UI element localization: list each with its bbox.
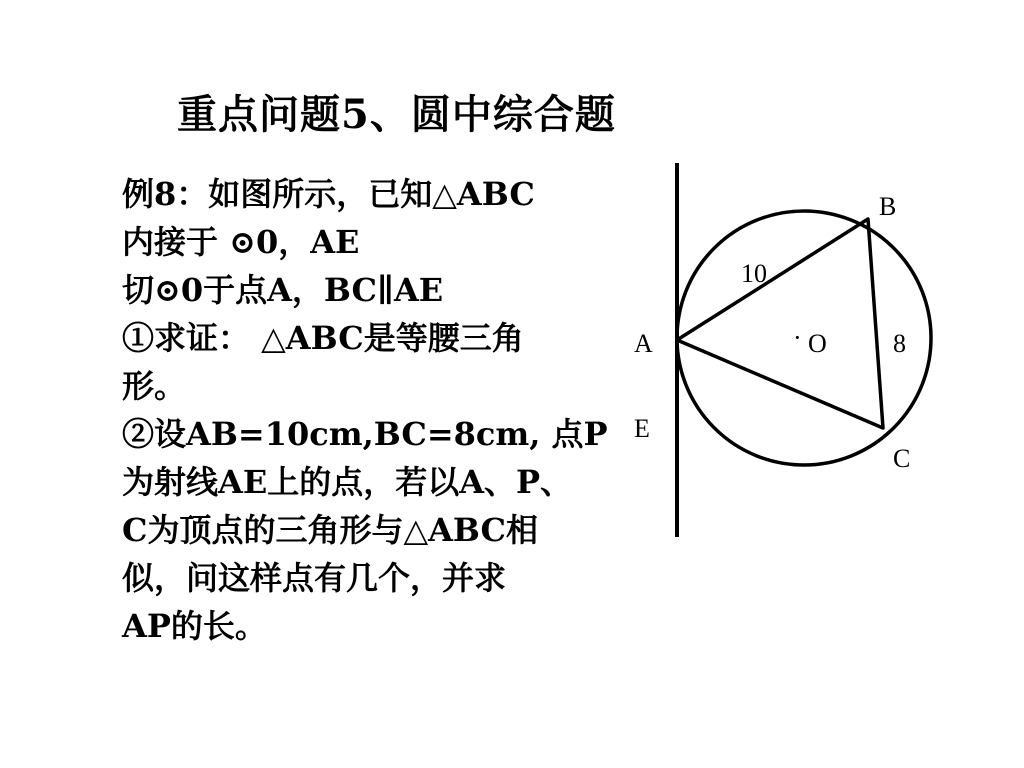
center-dot: · (793, 323, 802, 352)
label-side-ab: 10 (741, 259, 767, 288)
label-point-e: E (634, 414, 650, 443)
slide-title: 重点问题5、圆中综合题 (177, 91, 616, 138)
problem-line: 例8：如图所示，已知△ABC (122, 175, 535, 213)
label-point-a: A (634, 329, 653, 358)
problem-line: ①求证： △ABC是等腰三角 (122, 319, 524, 357)
label-side-bc: 8 (893, 329, 906, 358)
triangle-abc (677, 219, 883, 428)
problem-line: 内接于 ⊙0，AE (122, 223, 360, 261)
problem-line: 形。 (122, 367, 187, 405)
label-point-b: B (879, 192, 897, 221)
problem-line: 为射线AE上的点，若以A、P、 (122, 463, 573, 501)
problem-line: C为顶点的三角形与△ABC相 (122, 511, 539, 549)
problem-line: AP的长。 (122, 607, 267, 645)
label-point-o: O (808, 329, 827, 358)
problem-line: 似，问这样点有几个，并求 (122, 559, 507, 597)
problem-line: ②设AB=10cm,BC=8cm, 点P (122, 415, 608, 453)
label-point-c: C (893, 444, 911, 473)
problem-line: 切⊙0于点A，BC∥AE (122, 271, 444, 309)
